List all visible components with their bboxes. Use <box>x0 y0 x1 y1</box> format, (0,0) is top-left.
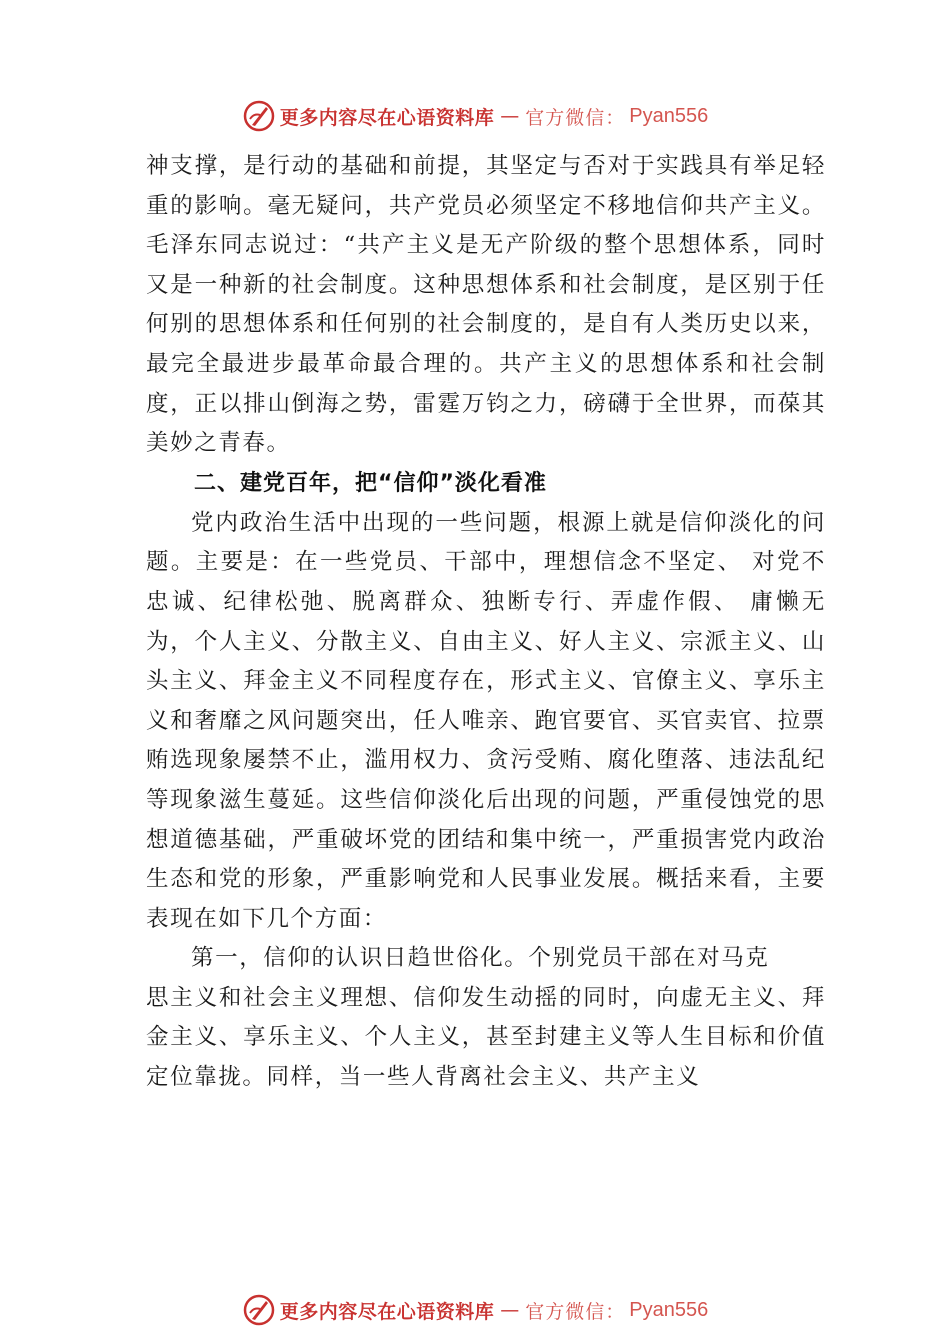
watermark-dash: — <box>500 1299 520 1321</box>
watermark-label: 官方微信： <box>525 106 626 129</box>
quill-seal-icon <box>242 1293 276 1327</box>
watermark-main-text: 更多内容尽在心语资料库 <box>279 106 495 129</box>
paragraph-problems: 党内政治生活中出现的一些问题，根源上就是信仰淡化的问题。主要是：在一些党员、干部中，理想信念不坚定、 对党不忠诚、纪律松弛、脱离群众、独断专行、弄虚作假、 庸懒无为，个人主义、分散主义、自由主义、好人主义、宗派主义、山头主义、拜金主义不同程度存在，形式主义、官僚主义、享乐主义和奢靡之风问题突出，任人唯亲、跑官要官、买官卖官、拉票贿选现象屡禁不止，滥用权力、贪污受贿、腐化堕落、违法乱纪等现象滋生蔓延。这些信仰淡化后出现的问题，严重侵蚀党的思想道德基础，严重破坏党的团结和集中统一，严重损害党内政治生态和党的形象，严重影响党和人民事业发展。概括来看，主要表现在如下几个方面： <box>146 509 826 932</box>
section-heading: 二、建党百年，把“信仰”淡化看准 <box>194 470 547 496</box>
watermark-wechat-id: Pyan556 <box>629 1298 709 1321</box>
footer-watermark <box>0 1290 950 1330</box>
paragraph-first-point-rest: 思主义和社会主义理想、信仰发生动摇的同时，向虚无主义、拜金主义、享乐主义、个人主义，甚至封建主义等人生目标和价值定位靠拢。同样，当一些人背离社会主义、共产主义 <box>146 984 826 1091</box>
header-watermark <box>0 96 950 136</box>
watermark-dash: — <box>500 105 520 127</box>
document-body <box>146 147 826 1098</box>
watermark-main-text: 更多内容尽在心语资料库 <box>279 1300 495 1323</box>
watermark-wechat-id: Pyan556 <box>629 104 709 127</box>
quill-seal-icon <box>242 99 276 133</box>
paragraph-first-point-line1: 第一，信仰的认识日趋世俗化。个别党员干部在对马克 <box>191 945 770 972</box>
watermark-label: 官方微信： <box>525 1300 626 1323</box>
paragraph-continued: 神支撑，是行动的基础和前提，其坚定与否对于实践具有举足轻重的影响。毫无疑问，共产党员必须坚定不移地信仰共产主义。毛泽东同志说过：“共产主义是无产阶级的整个思想体系，同时又是一种新的社会制度。这种思想体系和社会制度，是区别于任何别的思想体系和任何别的社会制度的，是自有人类历史以来，最完全最进步最革命最合理的。共产主义的思想体系和社会制度，正以排山倒海之势，雷霆万钧之力，磅礴于全世界，而葆其美妙之青春。 <box>146 153 826 457</box>
